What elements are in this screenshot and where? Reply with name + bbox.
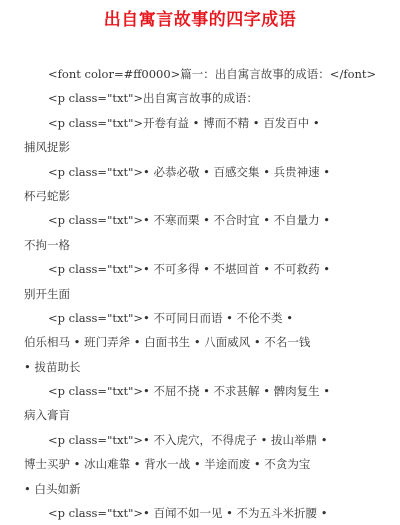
text-line: • 拔苗助长 <box>24 359 81 374</box>
text-line: 杯弓蛇影 <box>24 188 70 203</box>
text-line: <p class="txt">• 百闻不如一见 • 不为五斗米折腰 • <box>48 506 328 521</box>
text-line: <p class="txt">• 不入虎穴，不得虎子 • 拔山举鼎 • <box>48 432 328 447</box>
text-line: 博士买驴 • 冰山难靠 • 背水一战 • 半途而废 • 不贪为宝 <box>24 457 311 472</box>
text-line: <font color=#ff0000>篇一：出自寓言故事的成语：</font> <box>48 67 377 81</box>
text-line: 捕风捉影 <box>24 140 70 155</box>
text-line: <p class="txt">• 不屈不挠 • 不求甚解 • 髀肉复生 • <box>48 384 331 399</box>
text-line: <p class="txt">• 不可多得 • 不堪回首 • 不可救药 • <box>48 262 331 277</box>
text-line: <p class="txt">• 不可同日而语 • 不伦不类 • <box>48 310 293 325</box>
text-line: <p class="txt">出自寓言故事的成语： <box>48 91 259 106</box>
text-line: <p class="txt">开卷有益 • 博而不精 • 百发百中 • <box>48 115 320 130</box>
document-title: 出自寓言故事的四字成语 <box>103 10 297 30</box>
text-line: 伯乐相马 • 班门弄斧 • 白面书生 • 八面威风 • 不名一钱 <box>24 335 311 350</box>
text-line: 不拘一格 <box>24 237 70 252</box>
text-line: <p class="txt">• 不寒而栗 • 不合时宜 • 不自量力 • <box>48 213 331 228</box>
text-line: 病入膏肓 <box>24 408 70 423</box>
document-body <box>24 62 380 525</box>
text-line: 别开生面 <box>24 286 70 301</box>
text-line: • 白头如新 <box>24 481 81 496</box>
text-line: <p class="txt">• 必恭必敬 • 百感交集 • 兵贵神速 • <box>48 164 331 179</box>
